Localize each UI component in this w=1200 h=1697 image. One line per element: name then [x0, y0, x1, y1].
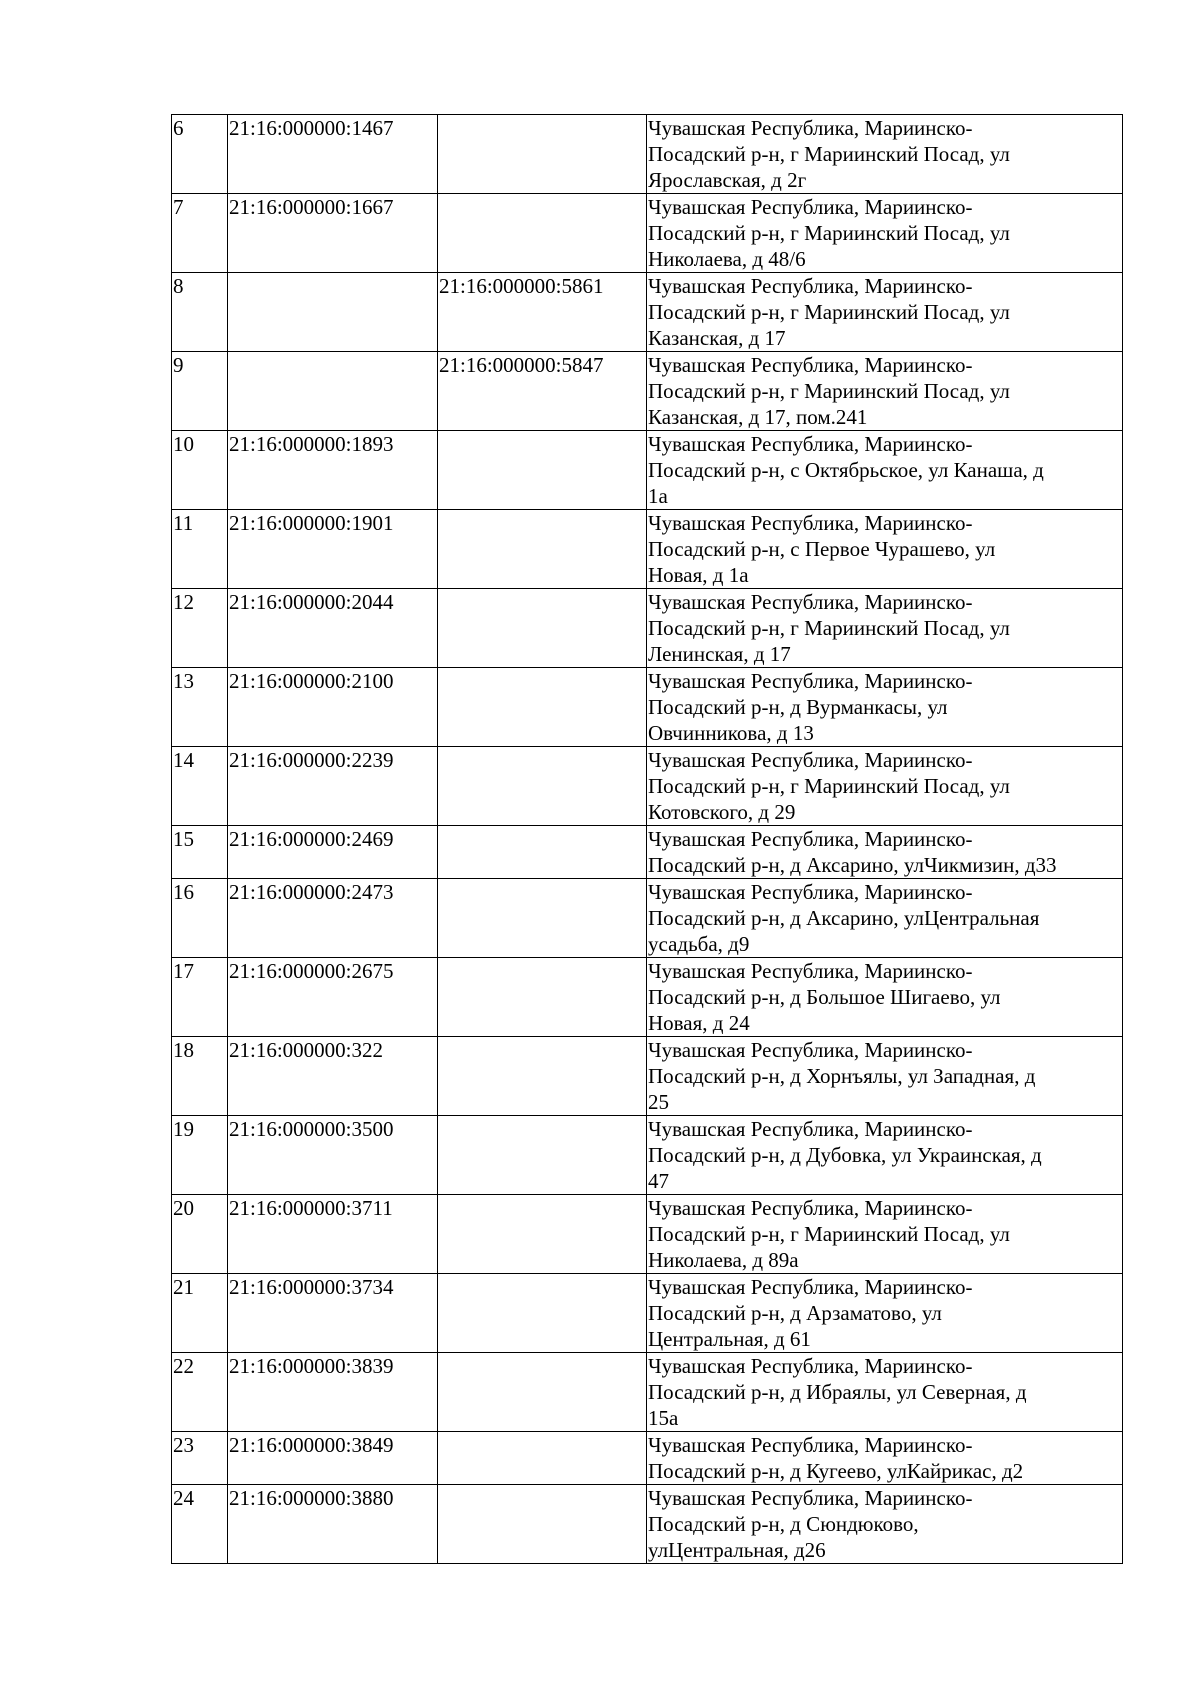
- cadastral-number-cell: 21:16:000000:1901: [228, 510, 438, 589]
- row-number-cell: 9: [172, 352, 228, 431]
- row-number-cell: 7: [172, 194, 228, 273]
- table-row: [172, 194, 1123, 273]
- row-number-cell: 24: [172, 1485, 228, 1564]
- related-cadastral-number-cell: [438, 1195, 647, 1274]
- row-number-cell: 18: [172, 1037, 228, 1116]
- related-cadastral-number-cell: [438, 879, 647, 958]
- address-cell: Чувашская Республика, Мариинско- Посадский р-н, д Ибраялы, ул Северная, д 15а: [647, 1353, 1123, 1432]
- table-row: [172, 115, 1123, 194]
- table-row: [172, 1037, 1123, 1116]
- cadastral-number-cell: 21:16:000000:2100: [228, 668, 438, 747]
- cadastral-number-cell: 21:16:000000:3734: [228, 1274, 438, 1353]
- related-cadastral-number-cell: [438, 194, 647, 273]
- row-number-cell: 20: [172, 1195, 228, 1274]
- row-number-cell: 8: [172, 273, 228, 352]
- related-cadastral-number-cell: 21:16:000000:5847: [438, 352, 647, 431]
- cadastral-number-cell: 21:16:000000:3500: [228, 1116, 438, 1195]
- table-row: [172, 826, 1123, 879]
- table-row: [172, 1485, 1123, 1564]
- related-cadastral-number-cell: [438, 589, 647, 668]
- table-row: [172, 958, 1123, 1037]
- row-number-cell: 19: [172, 1116, 228, 1195]
- address-cell: Чувашская Республика, Мариинско- Посадский р-н, д Аксарино, улЦентральная усадьба, д9: [647, 879, 1123, 958]
- address-cell: Чувашская Республика, Мариинско- Посадский р-н, г Мариинский Посад, ул Николаева, д 89а: [647, 1195, 1123, 1274]
- related-cadastral-number-cell: [438, 1116, 647, 1195]
- cadastral-number-cell: 21:16:000000:322: [228, 1037, 438, 1116]
- row-number-cell: 17: [172, 958, 228, 1037]
- related-cadastral-number-cell: [438, 668, 647, 747]
- table-row: [172, 352, 1123, 431]
- table-row: [172, 747, 1123, 826]
- table-row: [172, 1432, 1123, 1485]
- address-cell: Чувашская Республика, Мариинско- Посадский р-н, д Дубовка, ул Украинская, д 47: [647, 1116, 1123, 1195]
- related-cadastral-number-cell: 21:16:000000:5861: [438, 273, 647, 352]
- cadastral-number-cell: 21:16:000000:2239: [228, 747, 438, 826]
- cadastral-number-cell: 21:16:000000:3711: [228, 1195, 438, 1274]
- cadastral-number-cell: 21:16:000000:1467: [228, 115, 438, 194]
- address-cell: Чувашская Республика, Мариинско- Посадский р-н, д Арзаматово, ул Центральная, д 61: [647, 1274, 1123, 1353]
- related-cadastral-number-cell: [438, 115, 647, 194]
- table-row: [172, 273, 1123, 352]
- address-cell: Чувашская Республика, Мариинско- Посадский р-н, г Мариинский Посад, ул Ярославская, д 2г: [647, 115, 1123, 194]
- row-number-cell: 23: [172, 1432, 228, 1485]
- related-cadastral-number-cell: [438, 1037, 647, 1116]
- related-cadastral-number-cell: [438, 1353, 647, 1432]
- related-cadastral-number-cell: [438, 958, 647, 1037]
- address-cell: Чувашская Республика, Мариинско- Посадский р-н, д Вурманкасы, ул Овчинникова, д 13: [647, 668, 1123, 747]
- address-cell: Чувашская Республика, Мариинско- Посадский р-н, д Хорнъялы, ул Западная, д 25: [647, 1037, 1123, 1116]
- address-cell: Чувашская Республика, Мариинско- Посадский р-н, г Мариинский Посад, ул Казанская, д 17: [647, 273, 1123, 352]
- cadastral-number-cell: 21:16:000000:2675: [228, 958, 438, 1037]
- row-number-cell: 15: [172, 826, 228, 879]
- cadastral-number-cell: 21:16:000000:2473: [228, 879, 438, 958]
- address-cell: Чувашская Республика, Мариинско- Посадский р-н, г Мариинский Посад, ул Казанская, д 17, пом.241: [647, 352, 1123, 431]
- address-cell: Чувашская Республика, Мариинско- Посадский р-н, д Большое Шигаево, ул Новая, д 24: [647, 958, 1123, 1037]
- row-number-cell: 14: [172, 747, 228, 826]
- table-row: [172, 1116, 1123, 1195]
- address-cell: Чувашская Республика, Мариинско- Посадский р-н, г Мариинский Посад, ул Котовского, д 29: [647, 747, 1123, 826]
- row-number-cell: 13: [172, 668, 228, 747]
- address-cell: Чувашская Республика, Мариинско- Посадский р-н, д Аксарино, улЧикмизин, д33: [647, 826, 1123, 879]
- cadastral-number-cell: [228, 273, 438, 352]
- table-row: [172, 668, 1123, 747]
- cadastral-number-cell: 21:16:000000:2044: [228, 589, 438, 668]
- cadastral-number-cell: 21:16:000000:2469: [228, 826, 438, 879]
- cadastral-number-cell: [228, 352, 438, 431]
- table-row: [172, 1353, 1123, 1432]
- address-cell: Чувашская Республика, Мариинско- Посадский р-н, д Сюндюково, улЦентральная, д26: [647, 1485, 1123, 1564]
- row-number-cell: 11: [172, 510, 228, 589]
- related-cadastral-number-cell: [438, 747, 647, 826]
- row-number-cell: 21: [172, 1274, 228, 1353]
- row-number-cell: 10: [172, 431, 228, 510]
- cadastral-number-cell: 21:16:000000:3849: [228, 1432, 438, 1485]
- table-row: [172, 1274, 1123, 1353]
- cadastral-number-cell: 21:16:000000:3880: [228, 1485, 438, 1564]
- address-cell: Чувашская Республика, Мариинско- Посадский р-н, г Мариинский Посад, ул Николаева, д 48/6: [647, 194, 1123, 273]
- row-number-cell: 6: [172, 115, 228, 194]
- address-cell: Чувашская Республика, Мариинско- Посадский р-н, с Октябрьское, ул Канаша, д 1а: [647, 431, 1123, 510]
- row-number-cell: 16: [172, 879, 228, 958]
- table-row: [172, 510, 1123, 589]
- address-cell: Чувашская Республика, Мариинско- Посадский р-н, г Мариинский Посад, ул Ленинская, д 17: [647, 589, 1123, 668]
- related-cadastral-number-cell: [438, 826, 647, 879]
- table-row: [172, 589, 1123, 668]
- cadastral-number-cell: 21:16:000000:3839: [228, 1353, 438, 1432]
- address-cell: Чувашская Республика, Мариинско- Посадский р-н, с Первое Чурашево, ул Новая, д 1а: [647, 510, 1123, 589]
- row-number-cell: 22: [172, 1353, 228, 1432]
- related-cadastral-number-cell: [438, 1274, 647, 1353]
- related-cadastral-number-cell: [438, 1485, 647, 1564]
- related-cadastral-number-cell: [438, 1432, 647, 1485]
- cadastral-number-cell: 21:16:000000:1667: [228, 194, 438, 273]
- related-cadastral-number-cell: [438, 431, 647, 510]
- table-row: [172, 879, 1123, 958]
- table-row: [172, 1195, 1123, 1274]
- cadastral-number-cell: 21:16:000000:1893: [228, 431, 438, 510]
- related-cadastral-number-cell: [438, 510, 647, 589]
- property-table: [171, 114, 1123, 1564]
- address-cell: Чувашская Республика, Мариинско- Посадский р-н, д Кугеево, улКайрикас, д2: [647, 1432, 1123, 1485]
- property-table-body: [172, 115, 1123, 1564]
- row-number-cell: 12: [172, 589, 228, 668]
- table-row: [172, 431, 1123, 510]
